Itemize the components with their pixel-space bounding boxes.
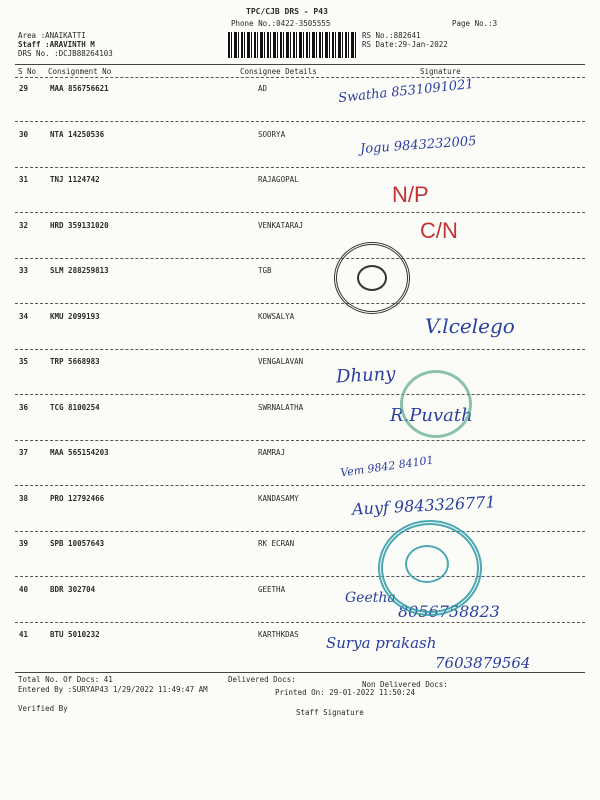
area-label: Area :ANAIKATTI: [18, 31, 86, 40]
rs-number: RS No.:882641: [362, 31, 421, 40]
table-row: [0, 84, 600, 104]
row-divider: [15, 212, 585, 213]
row-consignment: TNJ 1124742: [50, 175, 100, 184]
table-row: [0, 357, 600, 377]
table-row: [0, 403, 600, 423]
row-divider: [15, 349, 585, 350]
row-consignment: HRD 359131020: [50, 220, 109, 230]
row-divider: [15, 394, 585, 395]
entered-by: Entered By :SURYAP43 1/29/2022 11:49:47 AM: [18, 685, 208, 694]
row-consignee: VENKATARAJ: [258, 220, 304, 230]
col-signature: Signature: [420, 67, 461, 76]
private-limited-stamp: [378, 520, 482, 616]
row-consignment: TRP 5668983: [50, 357, 100, 366]
signature-row-40-phone: 8056758823: [398, 602, 500, 621]
row-consignment: MAA 856756621: [50, 84, 109, 93]
rs-date: RS Date:29-Jan-2022: [362, 40, 448, 49]
table-row: [0, 494, 600, 514]
staff-signature: Staff Signature: [296, 708, 364, 717]
col-consignee: Consignee Details: [240, 67, 317, 76]
row-sno: 34: [19, 311, 29, 321]
row-consignment: PRO 12792466: [50, 493, 105, 503]
row-divider: [15, 485, 585, 486]
row-sno: 41: [19, 630, 29, 639]
table-row: [0, 266, 600, 286]
table-row: [0, 221, 600, 241]
delivered-docs: Delivered Docs:: [228, 675, 296, 684]
row-consignment: NTA 14250536: [50, 129, 105, 139]
table-row: [0, 175, 600, 195]
phone-number: Phone No.:0422-3505555: [231, 19, 331, 28]
row-divider: [15, 121, 585, 122]
row-consignee: RAJAGOPAL: [258, 175, 299, 184]
row-consignee: VENGALAVAN: [258, 357, 304, 366]
row-sno: 29: [19, 84, 29, 93]
row-divider: [15, 576, 585, 577]
row-consignment: SPB 10057643: [50, 539, 105, 548]
column-divider: [15, 77, 585, 78]
row-consignee: KANDASAMY: [258, 493, 299, 503]
table-row: [0, 539, 600, 559]
row-consignment: TCG 8100254: [50, 402, 100, 412]
total-docs: Total No. Of Docs: 41: [18, 675, 113, 684]
row-sno: 30: [19, 129, 29, 139]
row-consignee: SOORYA: [258, 129, 286, 139]
footer-divider: [15, 672, 585, 673]
row-divider: [15, 622, 585, 623]
printed-on: Printed On: 29-01-2022 11:50:24: [275, 688, 415, 697]
table-row: [0, 448, 600, 468]
page-number: Page No.:3: [452, 19, 498, 28]
table-row: [0, 585, 600, 605]
signature-row-41-phone: 7603879564: [435, 654, 531, 672]
row-sno: 39: [19, 539, 29, 548]
row-consignee: SWRNALATHA: [258, 402, 304, 412]
signature-row-37: Vem 9842 84101: [339, 453, 435, 480]
signature-row-34: V.lcelego: [425, 314, 515, 338]
table-row: [0, 630, 600, 650]
table-row: [0, 130, 600, 150]
row-divider: [15, 303, 585, 304]
barcode: [228, 32, 358, 58]
row-consignee: KARTHKDAS: [258, 630, 299, 639]
row-divider: [15, 531, 585, 532]
signature-row-41-name: Surya prakash: [326, 634, 437, 652]
signature-row-30: Jogu 9843232005: [359, 133, 477, 158]
row-divider: [15, 258, 585, 259]
row-sno: 37: [19, 448, 29, 457]
staff-label: Staff :ARAVINTH M: [18, 40, 95, 49]
row-sno: 38: [19, 493, 29, 503]
row-consignee: RAMRAJ: [258, 448, 286, 457]
row-sno: 33: [19, 266, 29, 275]
row-consignee: KOWSALYA: [258, 311, 295, 321]
row-sno: 36: [19, 402, 29, 412]
row-sno: 31: [19, 175, 29, 184]
document-title: TPC/CJB DRS - P43: [246, 7, 328, 16]
row-divider: [15, 167, 585, 168]
signature-row-35: Dhuny: [335, 363, 396, 388]
col-sno: S No: [18, 67, 37, 76]
note-row-31: N/P: [392, 182, 429, 207]
row-sno: 35: [19, 357, 29, 366]
signature-row-38: Auyf 9843326771: [351, 492, 497, 519]
row-consignment: KMU 2099193: [50, 311, 100, 321]
row-sno: 40: [19, 584, 29, 594]
drs-number: DRS No. :DCJB88264103: [18, 49, 113, 58]
verified-by: Verified By: [18, 704, 68, 713]
row-consignment: MAA 565154203: [50, 448, 109, 457]
signature-row-36: R.Puvath: [390, 405, 473, 426]
signature-row-40-name: Geetha: [345, 590, 396, 606]
row-consignment: BTU 5010232: [50, 630, 100, 639]
row-divider: [15, 440, 585, 441]
non-delivered-docs: Non Delivered Docs:: [362, 680, 448, 689]
row-sno: 32: [19, 220, 29, 230]
row-consignee: TGB: [258, 266, 272, 275]
signature-row-29: Swatha 8531091021: [337, 76, 475, 107]
header-divider: [15, 64, 585, 65]
note-row-32: C/N: [420, 218, 458, 243]
row-consignee: AD: [258, 84, 268, 93]
col-consignment: Consignment No: [48, 67, 112, 76]
row-consignee: GEETHA: [258, 584, 286, 594]
company-seal-stamp: [400, 370, 472, 438]
row-consignment: SLM 288259813: [50, 266, 109, 275]
row-consignee: RK ECRAN: [258, 539, 295, 548]
row-consignment: BDR 302704: [50, 584, 96, 594]
bank-seal-stamp: [334, 242, 410, 314]
